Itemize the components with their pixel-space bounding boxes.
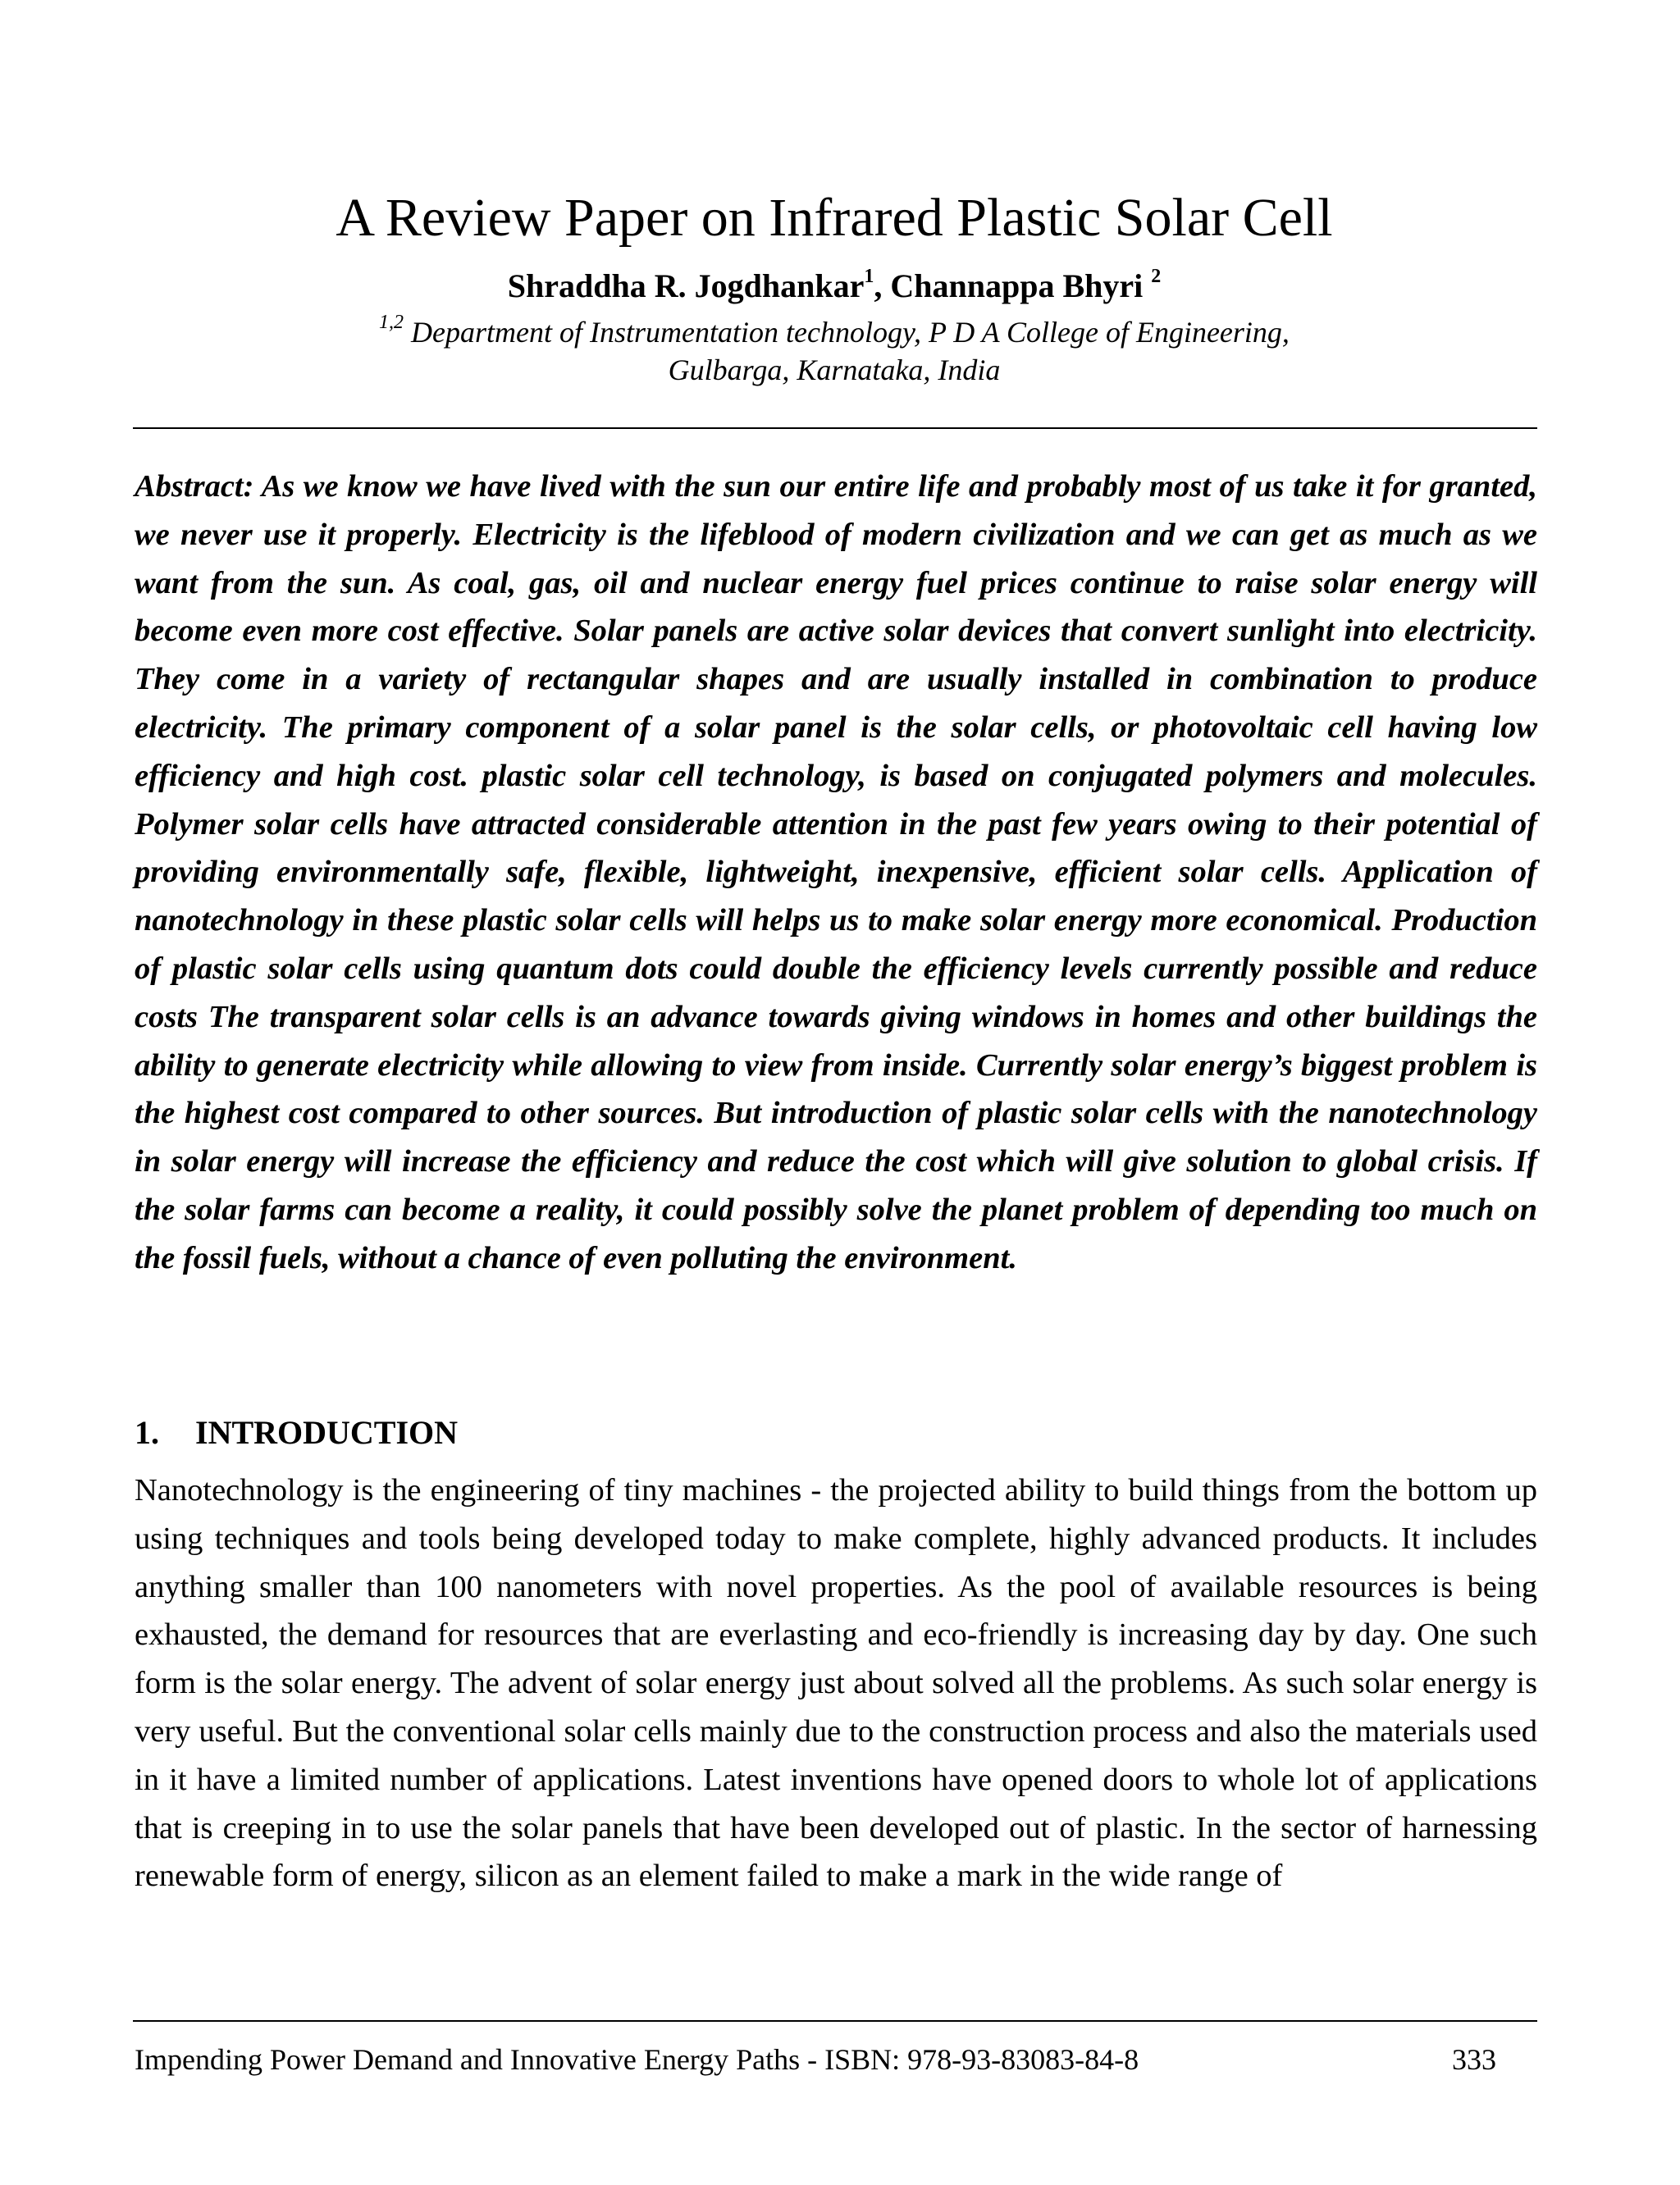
footer-publication: Impending Power Demand and Innovative Energy Paths - ISBN: 978-93-83083-84-8 (135, 2043, 1139, 2076)
author-line (133, 266, 1536, 307)
affiliation-marks: 1,2 (379, 312, 404, 333)
abstract-text: Abstract: As we know we have lived with the sun our entire life and probably most of us take it for granted, we never use it properly. Electricity is the lifeblood of modern civilization and we can get as much as we want from the sun. As coal, gas, oil and nuclear energy fuel prices continue to raise solar energy will become even more cost effective. Solar panels are active solar devices that convert sunlight into electricity. They come in a variety of rectangular shapes and are usually installed in combination to produce electricity. The primary component of a solar panel is the solar cells, or photovoltaic cell having low efficiency and high cost. plastic solar cell technology, is based on conjugated polymers and molecules. Polymer solar cells have attracted considerable attention in the past few years owing to their potential of providing environmentally safe, flexible, lightweight, inexpensive, efficient solar cells. Application of nanotechnology in these plastic solar cells will helps us to make solar energy more economical. Production of plastic solar cells using quantum dots could double the efficiency levels currently possible and reduce costs The transparent solar cells is an advance towards giving windows in homes and other buildings the ability to generate electricity while allowing to view from inside. Currently solar energy’s biggest problem is the highest cost compared to other sources. But introduction of plastic solar cells with the nanotechnology in solar energy will increase the efficiency and reduce the cost which will give solution to global crisis. If the solar farms can become a reality, it could possibly solve the planet problem of depending too much on the fossil fuels, without a chance of even polluting the environment. (135, 469, 1537, 1275)
section-title: INTRODUCTION (195, 1414, 459, 1451)
affiliation-line-1 (133, 313, 1536, 351)
section-heading-introduction (135, 1412, 458, 1453)
author-name: Shraddha R. Jogdhankar (507, 267, 865, 304)
affiliation (133, 313, 1536, 389)
introduction-paragraph: Nanotechnology is the engineering of tiny machines - the projected ability to build things from the bottom up using techniques and tools being developed today to make complete, highly advanced products. It includes anything smaller than 100 nanometers with novel properties. As the pool of available resources is being exhausted, the demand for resources that are everlasting and eco-friendly is increasing day by day. One such form is the solar energy. The advent of solar energy just about solved all the problems. As such solar energy is very useful. But the conventional solar cells mainly due to the construction process and also the materials used in it have a limited number of applications. Latest inventions have opened doors to whole lot of applications that is creeping in to use the solar panels that have been developed out of plastic. In the sector of harnessing renewable form of energy, silicon as an element failed to make a mark in the wide range of (135, 1473, 1537, 1894)
header-divider (133, 427, 1537, 429)
author-separator: , (874, 267, 891, 304)
section-number: 1. (135, 1414, 159, 1451)
affiliation-department: Department of Instrumentation technology, P D A College of Engineering, (404, 316, 1290, 349)
affiliation-mark: 2 (1151, 265, 1162, 287)
author-name: Channappa Bhyri (890, 267, 1152, 304)
footer-divider (133, 2020, 1537, 2022)
paper-title: A Review Paper on Infrared Plastic Solar Cell (336, 188, 1333, 248)
affiliation-line-2: Gulbarga, Karnataka, India (668, 354, 1001, 386)
page-number: 333 (1452, 2043, 1496, 2076)
affiliation-mark: 1 (864, 265, 874, 287)
